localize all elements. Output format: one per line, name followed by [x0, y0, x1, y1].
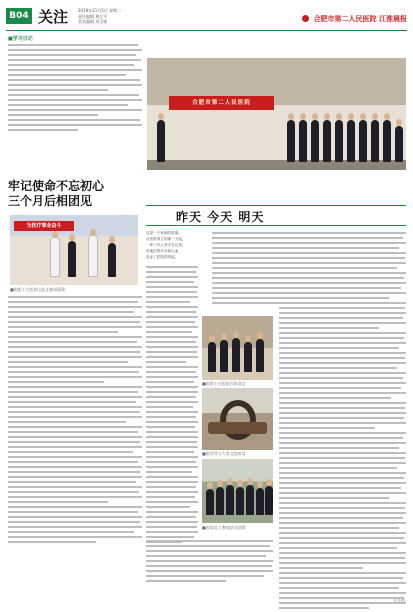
right-photo-3-caption: ■医院员工参加活动留影 [202, 525, 246, 530]
right-photo-3 [202, 459, 273, 523]
intro-poem [146, 230, 206, 260]
section-title: 关注 [38, 8, 69, 26]
left-photo-banner: 为医疗事业奋斗 [14, 221, 74, 231]
left-headline-line2: 三个月后相团见 [8, 194, 93, 208]
group-photo-top [147, 58, 406, 170]
right-photo-1 [202, 316, 273, 380]
art-editor-line: 美术编辑 刘玉敏 [78, 19, 108, 24]
left-headline-line1: 牢记使命不忘初心 [8, 179, 105, 193]
right-photo-1-caption: ■院职工在医院合影留念 [202, 381, 246, 386]
poem-line: 一家三代人坚守在这里， [146, 243, 186, 247]
left-article-photo [10, 215, 138, 285]
left-body-text [8, 296, 142, 546]
column-kicker [8, 35, 33, 42]
poem-line: 从医院成立的那一天起， [146, 237, 186, 241]
section-rule [146, 205, 406, 206]
photo-banner: 合肥市第二人民医院 [169, 96, 274, 110]
right-body-text-bottom [146, 540, 273, 585]
right-body-text-col2 [279, 232, 406, 612]
kicker-label: ■学习日记 [8, 36, 33, 42]
poem-line: 见证了医院的发展。 [146, 255, 179, 259]
hospital-logo-icon [302, 15, 309, 22]
page-header [6, 6, 407, 31]
editor-line: 责任编辑 黄亿平 [78, 13, 108, 19]
poem-line: 用他们的汗水和心血， [146, 249, 182, 253]
poem-line: 这是一个家族的故事。 [146, 231, 182, 235]
edition-meta [78, 8, 121, 25]
right-photo-2 [202, 388, 273, 450]
brand-text: 合肥市第二人民医院 江淮晨报 [313, 15, 407, 23]
right-photo-2-caption: ■院领导与大家交流座谈 [202, 451, 246, 456]
section-rule [146, 225, 406, 226]
brand-block [302, 14, 407, 24]
page-number: B04 [6, 8, 32, 24]
left-headline [8, 179, 140, 209]
right-headline: 昨天 今天 明天 [176, 210, 265, 224]
left-photo-caption: ■院职工在医院文化走廊前留影 [10, 287, 66, 292]
byline: 刘冬梅 [393, 598, 405, 603]
publish-date: 2019年11月5日 星期二 [78, 8, 122, 13]
right-body-text-col1 [146, 266, 198, 546]
lead-text-block [8, 44, 142, 134]
